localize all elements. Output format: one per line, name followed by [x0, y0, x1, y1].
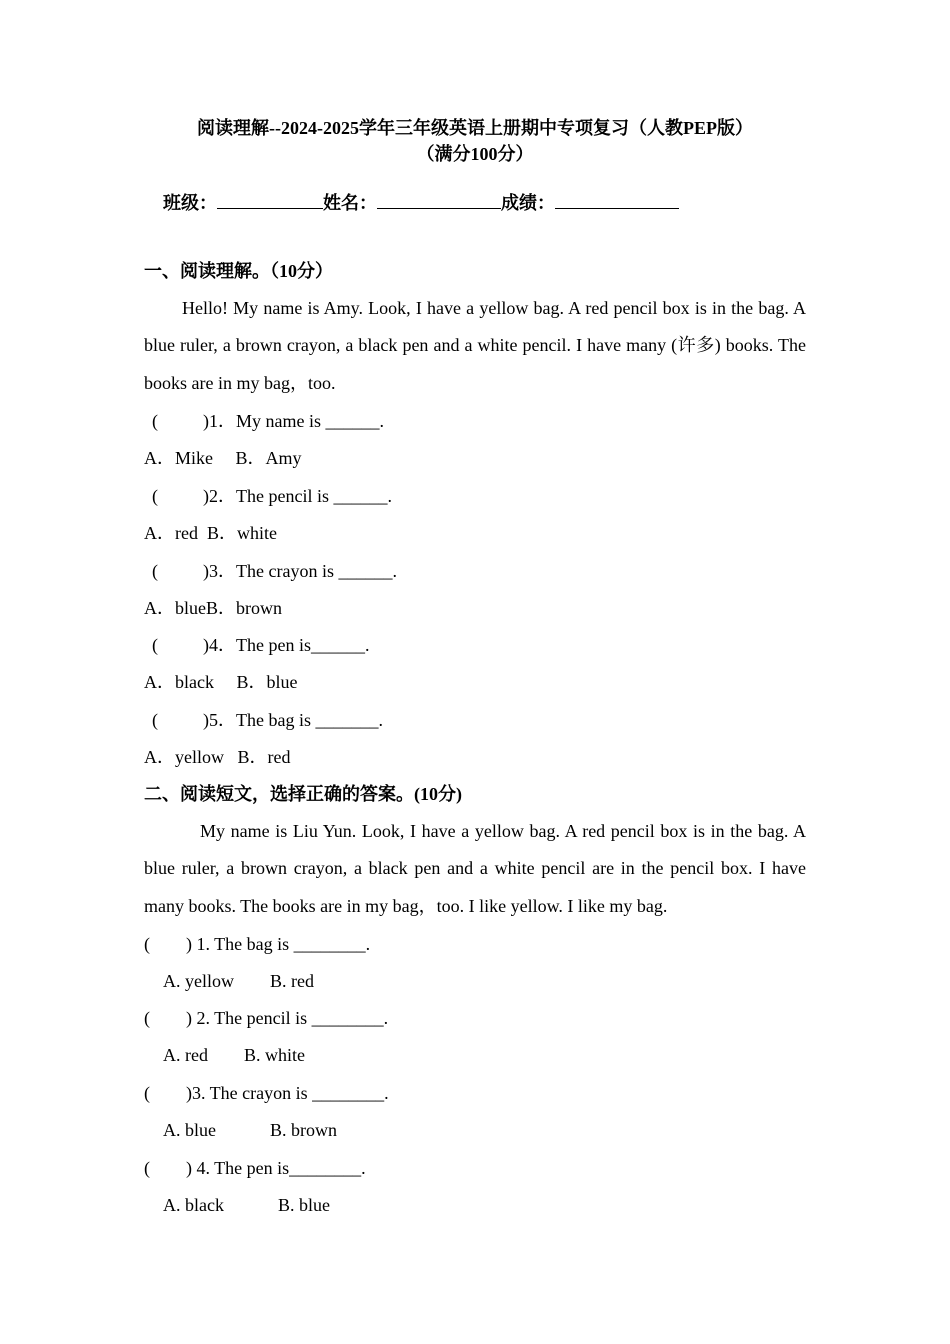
- class-label: 班级：: [163, 193, 217, 213]
- s2-q2-stem: ( ) 2. The pencil is ________.: [144, 1008, 389, 1028]
- s2-q1-options: A. yellow B. red: [163, 971, 314, 991]
- s2-q3-stem: ( )3. The crayon is ________.: [144, 1083, 389, 1103]
- score-label: 成绩：: [501, 193, 555, 213]
- s2-q2-options: A. red B. white: [163, 1045, 305, 1065]
- section2-passage-text: My name is Liu Yun. Look, I have a yellow bag. A red pencil box is in the bag. A blue ruler, a brown crayon, a black pen and a white pencil are in the pencil box. I have many books. The books are in my bag，too. I like yellow. I like my bag.: [144, 821, 806, 916]
- s2-q4-stem: ( ) 4. The pen is________.: [144, 1158, 366, 1178]
- section1-passage-text: Hello! My name is Amy. Look, I have a yellow bag. A red pencil box is in the bag. A blue ruler, a brown crayon, a black pen and a white pencil. I have many (许多) books. The books are in my bag，too.: [144, 298, 806, 393]
- document-title: 阅读理解--2024-2025学年三年级英语上册期中专项复习（人教PEP版）: [197, 118, 753, 138]
- score-field[interactable]: [555, 190, 679, 209]
- class-field[interactable]: [217, 190, 323, 209]
- s2-q1-stem: ( ) 1. The bag is ________.: [144, 934, 371, 954]
- s1-q2-stem: ( )2．The pencil is ______.: [152, 486, 392, 506]
- s1-q5-stem: ( )5．The bag is _______.: [152, 710, 383, 730]
- s2-q4-options: A. black B. blue: [163, 1195, 330, 1215]
- section2-passage: [144, 813, 806, 925]
- section1-heading: 一、阅读理解。（10分）: [144, 261, 333, 281]
- s1-q2-options: A．red B．white: [144, 523, 277, 543]
- s2-q3-options: A. blue B. brown: [163, 1120, 337, 1140]
- document-subtitle: （满分100分）: [416, 144, 534, 164]
- name-label: 姓名：: [323, 193, 377, 213]
- section2-heading: 二、阅读短文，选择正确的答案。(10分): [144, 784, 462, 804]
- student-info-row: [163, 190, 679, 215]
- section1-passage: [144, 290, 806, 402]
- s1-q3-stem: ( )3．The crayon is ______.: [152, 561, 397, 581]
- s1-q1-stem: ( )1．My name is ______.: [152, 411, 384, 431]
- s1-q4-options: A．black B．blue: [144, 672, 298, 692]
- s1-q5-options: A．yellow B．red: [144, 747, 291, 767]
- s1-q3-options: A．blueB．brown: [144, 598, 282, 618]
- s1-q1-options: A．Mike B．Amy: [144, 448, 302, 468]
- s1-q4-stem: ( )4．The pen is______.: [152, 635, 370, 655]
- name-field[interactable]: [377, 190, 501, 209]
